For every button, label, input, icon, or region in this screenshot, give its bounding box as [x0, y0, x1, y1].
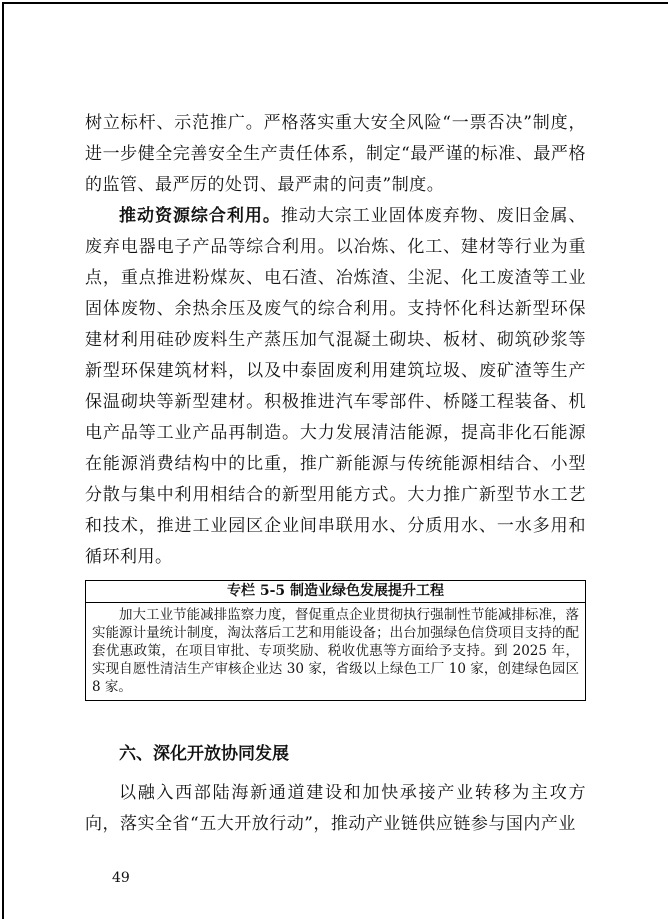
paragraph-safety-continued: 树立标杆、示范推广。严格落实重大安全风险“一票否决”制度，进一步健全完善安全生产责任体系，制定“最严谨的标准、最严格的监管、最严厉的处罚、最严肃的问责”制度。	[85, 113, 586, 195]
paragraph-resource-utilization	[85, 201, 586, 573]
page-content	[85, 108, 586, 840]
paragraph-lead-bold: 推动资源综合利用。	[119, 206, 281, 226]
page-border-top	[2, 2, 668, 4]
paragraph-open-development: 以融入西部陆海新通道建设和加快承接产业转移为主攻方向，落实全省“五大开放行动”，推动产业链供应链参与国内产业	[85, 783, 586, 834]
callout-box-title: 专栏 5-5 制造业绿色发展提升工程	[86, 581, 585, 603]
callout-box	[85, 580, 586, 701]
page-number: 49	[112, 870, 130, 886]
section-heading-six: 六、深化开放协同发展	[119, 744, 289, 764]
paragraph-body-text: 推动大宗工业固体废弃物、废旧金属、废弃电器电子产品等综合利用。以冶炼、化工、建材等行业为重点，重点推进粉煤灰、电石渣、冶炼渣、尘泥、化工废渣等工业固体废物、余热余压及废气的综合利用。支持怀化科达新型环保建材利用硅砂废料生产蒸压加气混凝土砌块、板材、砌筑砂浆等新型环保建筑材料，以及中泰固废利用建筑垃圾、废矿渣等生产保温砌块等新型建材。积极推进汽车零部件、桥隧工程装备、机电产品等工业产品再制造。大力发展清洁能源，提高非化石能源在能源消费结构中的比重，推广新能源与传统能源相结合、小型分散与集中利用相结合的新型用能方式。大力推广新型节水工艺和技术，推进工业园区企业间串联用水、分质用水、一水多用和循环利用。	[85, 206, 587, 567]
page-border-left	[2, 2, 4, 919]
callout-box-body: 加大工业节能减排监察力度，督促重点企业贯彻执行强制性节能减排标准，落实能源计量统计制度，淘汰落后工艺和用能设备；出台加强绿色信贷项目支持的配套优惠政策，在项目审批、专项奖励、税收优惠等方面给予支持。到 2025 年，实现自愿性清洁生产审核企业达 30 家，省级以上绿色工厂 10 家，创建绿色园区 8 家。	[92, 607, 579, 695]
